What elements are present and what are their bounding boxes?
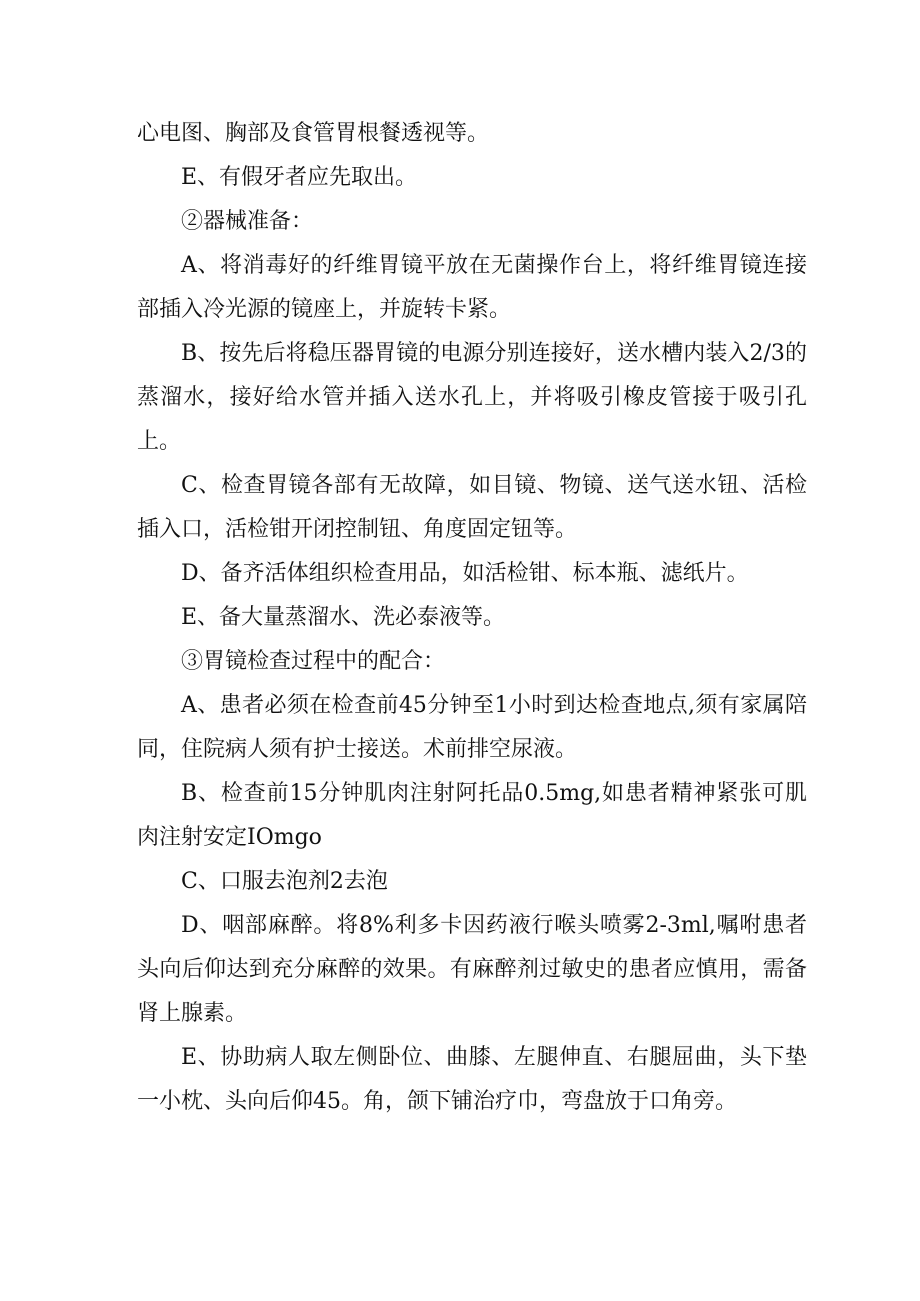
paragraph-equipment-a: A、将消毒好的纤维胃镜平放在无菌操作台上，将纤维胃镜连接部插入冷光源的镜座上，并旋转卡紧。	[137, 253, 807, 322]
section-heading-equipment: ②器械准备：	[181, 209, 314, 234]
document-page	[137, 112, 807, 1124]
paragraph-cooperation-e: E、协助病人取左侧卧位、曲膝、左腿伸直、右腿屈曲，头下垫一小枕、头向后仰45。角，颌下铺治疗巾，弯盘放于口角旁。	[137, 1045, 807, 1114]
paragraph-cooperation-a: A、患者必须在检查前45分钟至1小时到达检查地点,须有家属陪同，住院病人须有护士接送。术前排空尿液。	[137, 693, 807, 762]
paragraph-cooperation-b: B、检查前15分钟肌肉注射阿托品0.5mg,如患者精神紧张可肌肉注射安定IOmgo	[137, 781, 807, 850]
paragraph-continuation: 心电图、胸部及食管胃根餐透视等。	[137, 121, 490, 146]
paragraph-equipment-d: D、备齐活体组织检查用品，如活检钳、标本瓶、滤纸片。	[181, 561, 749, 586]
paragraph-cooperation-c: C、口服去泡剂2去泡	[181, 869, 388, 894]
section-heading-cooperation: ③胃镜检查过程中的配合：	[181, 649, 446, 674]
paragraph-equipment-b: B、按先后将稳压器胃镜的电源分别连接好，送水槽内装入2/3的蒸溜水，接好给水管并插入送水孔上，并将吸引橡皮管接于吸引孔上。	[137, 341, 807, 454]
paragraph-dentures: E、有假牙者应先取出。	[181, 165, 418, 190]
paragraph-equipment-c: C、检查胃镜各部有无故障，如目镜、物镜、送气送水钮、活检插入口，活检钳开闭控制钮、角度固定钮等。	[137, 473, 807, 542]
paragraph-equipment-e: E、备大量蒸溜水、洗必泰液等。	[181, 605, 506, 630]
paragraph-cooperation-d: D、咽部麻醉。将8%利多卡因药液行喉头喷雾2-3ml,嘱咐患者头向后仰达到充分麻醉的效果。有麻醉剂过敏史的患者应慎用，需备肾上腺素。	[137, 913, 807, 1026]
